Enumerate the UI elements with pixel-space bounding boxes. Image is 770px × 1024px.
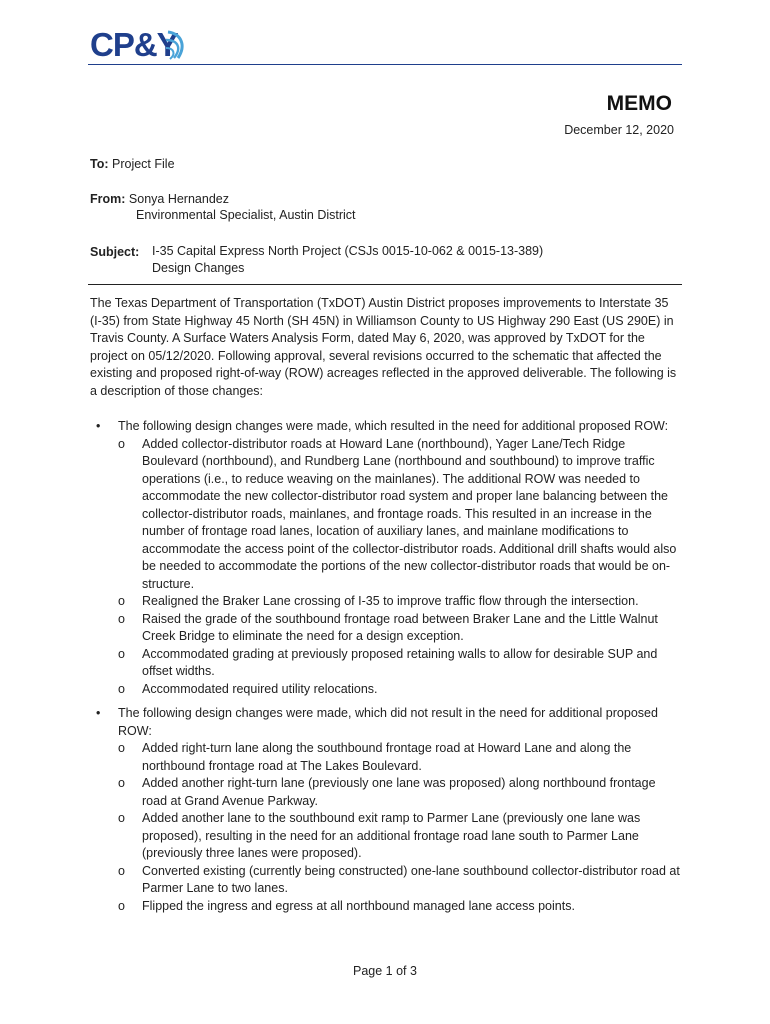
to-row — [90, 156, 175, 173]
sub-bullet-symbol: o — [118, 898, 125, 913]
sub-item-text: Raised the grade of the southbound frontage road between Braker Lane and the Little Walnut Creek Bridge to eliminate the need for a design exception. — [142, 611, 658, 643]
intro-paragraph: The Texas Department of Transportation (TxDOT) Austin District proposes improvements to Interstate 35 (I-35) from State Highway 45 North (SH 45N) in Williamson County to US Highway 290 East (US 290E) in Travis County. A Surface Waters Analysis Form, dated May 6, 2020, was approved by TxDOT for the project on 05/12/2020. Following approval, several revisions occurred to the schematic that affected the existing and proposed right-of-way (ROW) acreages reflected in the approved deliverable. The following is a description of those changes: — [90, 296, 677, 398]
memo-date: December 12, 2020 — [564, 123, 674, 137]
sub-bullet-symbol: o — [118, 863, 125, 878]
bullet-text: The following design changes were made, which did not result in the need for additional proposed ROW: — [118, 706, 658, 738]
bullet-section-additional-row — [90, 418, 682, 698]
sub-item-text: Accommodated grading at previously proposed retaining walls to allow for desirable SUP and offset widths. — [142, 646, 658, 678]
from-title: Environmental Specialist, Austin District — [136, 208, 356, 222]
sub-bullet-symbol: o — [118, 594, 125, 608]
logo-text: CP&Y — [90, 26, 178, 63]
to-label: To: — [90, 157, 109, 171]
sub-list — [90, 436, 682, 699]
bullet-item — [90, 418, 682, 436]
sub-item-text: Added collector-distributor roads at Howard Lane (northbound), Yager Lane/Tech Ridge Boulevard (northbound), and Rundberg Lane (northbound and southbound) to improve traffic operations (i.e., to reduce weaving on the mainlanes). The additional ROW was needed to accommodate the new collector-distributor road system and proper lane balancing between the collector-distributor roads, mainlanes, and frontage roads. This resulted in an increase in the number of frontage road lanes, location of auxiliary lanes, and mainlane modifications to accommodate the access point of the collector-distributor roads. Additional drill shafts would also be needed to accommodate the portions of the new collector-distributor roads that would be on-structure. — [142, 436, 677, 591]
sub-item-text: Added another lane to the southbound exit ramp to Parmer Lane (previously one lane was proposed), resulting in the need for an additional frontage road lane south to Parmer Lane (previously three lanes were proposed). — [142, 811, 641, 860]
sub-item — [90, 898, 682, 916]
sub-bullet-symbol: o — [118, 741, 125, 755]
sub-item — [90, 436, 682, 594]
company-logo — [90, 26, 190, 64]
sub-bullet-symbol: o — [118, 776, 125, 790]
from-name: Sonya Hernandez — [128, 192, 229, 206]
subject-line-2: Design Changes — [152, 261, 245, 275]
globe-icon — [164, 28, 188, 62]
sub-item-text: Realigned the Braker Lane crossing of I-35 to improve traffic flow through the intersection. — [142, 594, 639, 608]
from-row — [90, 191, 229, 208]
to-value: Project File — [112, 157, 175, 171]
memo-title: MEMO — [606, 92, 672, 115]
sub-bullet-symbol: o — [118, 611, 125, 626]
sub-item-text: Added another right-turn lane (previously one lane was proposed) along northbound frontage road at Grand Avenue Parkway. — [142, 776, 656, 808]
page-number: Page 1 of 3 — [353, 964, 417, 978]
subject-line-1: I-35 Capital Express North Project (CSJs 0015-10-062 & 0015-13-389) — [152, 244, 544, 258]
bullet-symbol: • — [96, 419, 101, 433]
sub-item — [90, 593, 682, 611]
sub-item — [90, 611, 682, 646]
bullet-item — [90, 705, 682, 740]
bullet-text: The following design changes were made, which resulted in the need for additional proposed ROW: — [118, 419, 669, 433]
sub-item-text: Added right-turn lane along the southbound frontage road at Howard Lane and along the northbound frontage road at The Lakes Boulevard. — [142, 741, 632, 773]
bullet-symbol: • — [96, 706, 101, 720]
subject-divider — [88, 284, 682, 285]
sub-bullet-symbol: o — [118, 811, 125, 825]
subject-label: Subject: — [90, 245, 140, 259]
bullet-section-no-additional-row — [90, 705, 682, 915]
sub-item — [90, 775, 682, 810]
from-label: From: — [90, 192, 126, 206]
sub-item-text: Accommodated required utility relocations. — [142, 681, 378, 696]
sub-item — [90, 810, 682, 863]
sub-item — [90, 863, 682, 898]
sub-bullet-symbol: o — [118, 436, 125, 451]
sub-item — [90, 740, 682, 775]
sub-item-text: Flipped the ingress and egress at all northbound managed lane access points. — [142, 898, 575, 913]
sub-bullet-symbol: o — [118, 646, 125, 661]
header-divider — [88, 64, 682, 65]
sub-item-text: Converted existing (currently being constructed) one-lane southbound collector-distributor road at Parmer Lane to two lanes. — [142, 863, 680, 895]
subject-label-row — [90, 244, 139, 261]
sub-item — [90, 681, 682, 699]
sub-item — [90, 646, 682, 681]
sub-bullet-symbol: o — [118, 681, 125, 696]
sub-list — [90, 740, 682, 915]
